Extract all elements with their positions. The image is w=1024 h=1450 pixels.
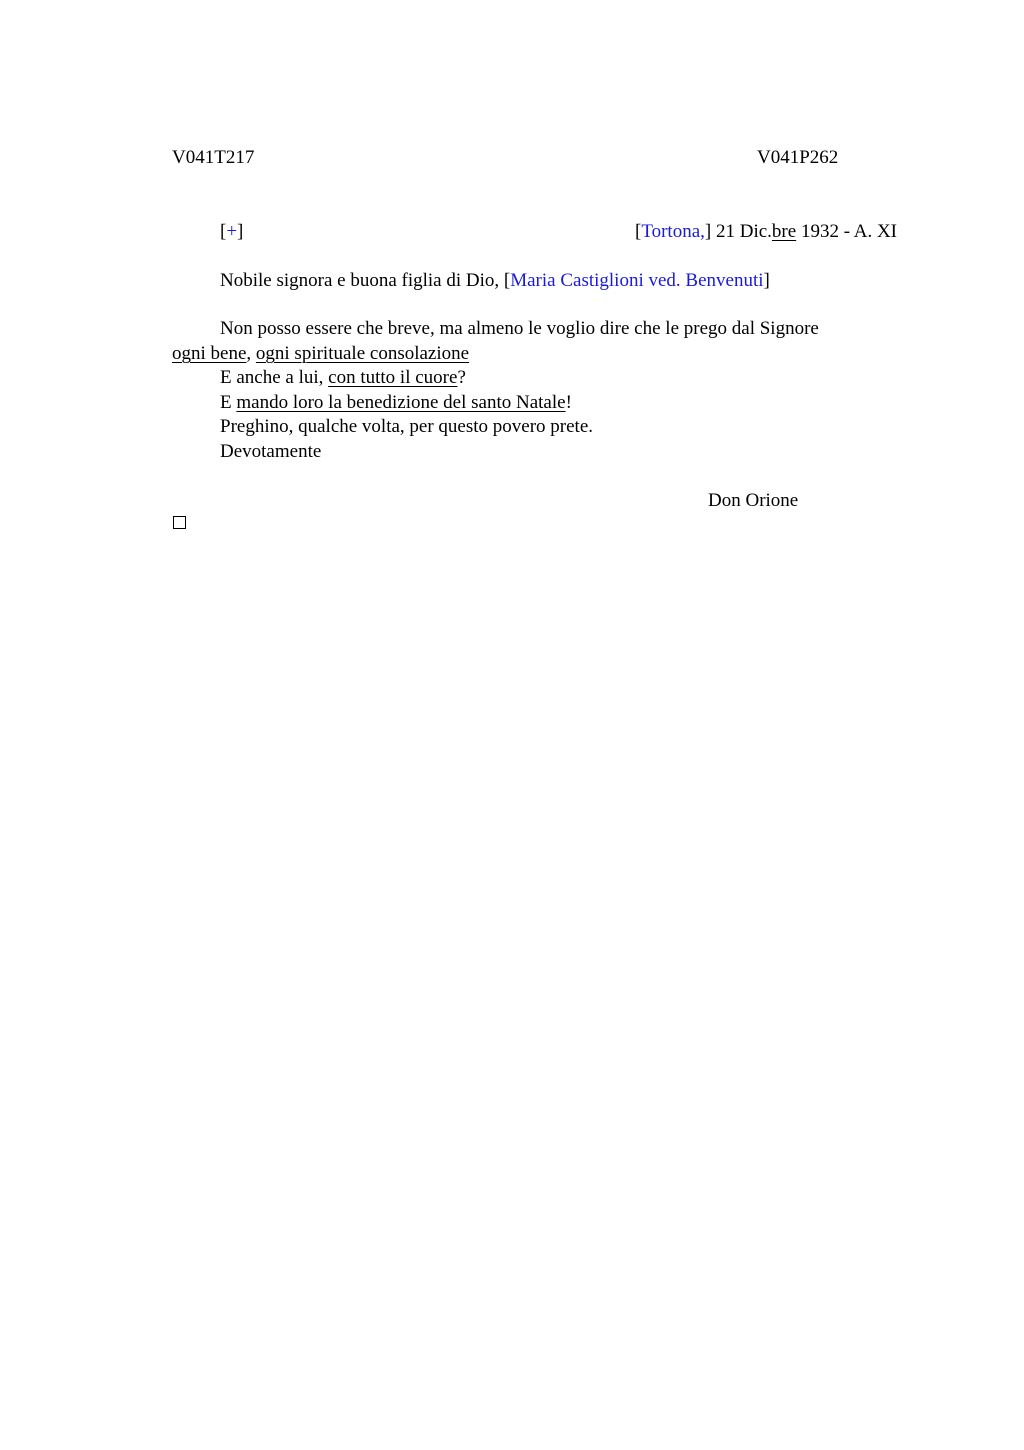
text: E [220, 392, 237, 413]
underlined-text: ogni bene [172, 343, 247, 364]
paragraph-1-line-2 [172, 342, 469, 366]
paragraph-2 [220, 366, 466, 390]
checkbox-icon[interactable] [173, 516, 186, 529]
date-month-suffix: bre [771, 221, 797, 242]
bracket-close: ] [704, 221, 712, 242]
letter-date [635, 220, 897, 244]
bracket-close: ] [763, 270, 770, 291]
date-day: 21 Dic. [711, 221, 772, 242]
date-place: Tortona, [641, 221, 705, 242]
text: ? [457, 367, 466, 388]
bracket-close: ] [237, 221, 244, 242]
document-code-right: V041P262 [757, 147, 839, 168]
underlined-text: ogni spirituale consolazione [255, 343, 470, 364]
closing: Devotamente [220, 441, 322, 462]
salutation [220, 269, 770, 293]
underlined-text: mando loro la benedizione del santo Natale [236, 392, 566, 413]
cross-mark [220, 220, 243, 244]
signature: Don Orione [708, 490, 799, 511]
document-code-left: V041T217 [172, 147, 255, 168]
cross-symbol: + [226, 221, 238, 242]
text: ! [565, 392, 572, 413]
separator: , [246, 343, 256, 364]
text: E anche a lui, [220, 367, 329, 388]
bracket-open: [ [635, 221, 642, 242]
underlined-text: con tutto il cuore [328, 367, 458, 388]
date-year: 1932 - A. XI [796, 221, 897, 242]
bracket-open: [ [503, 270, 511, 291]
recipient-name: Maria Castiglioni ved. Benvenuti [510, 270, 764, 291]
bracket-open: [ [220, 221, 227, 242]
salutation-text: Nobile signora e buona figlia di Dio, [220, 270, 504, 291]
paragraph-4: Preghino, qualche volta, per questo povero prete. [220, 416, 594, 437]
paragraph-3 [220, 391, 572, 415]
paragraph-1-line-1: Non posso essere che breve, ma almeno le voglio dire che le prego dal Signore [220, 318, 819, 339]
